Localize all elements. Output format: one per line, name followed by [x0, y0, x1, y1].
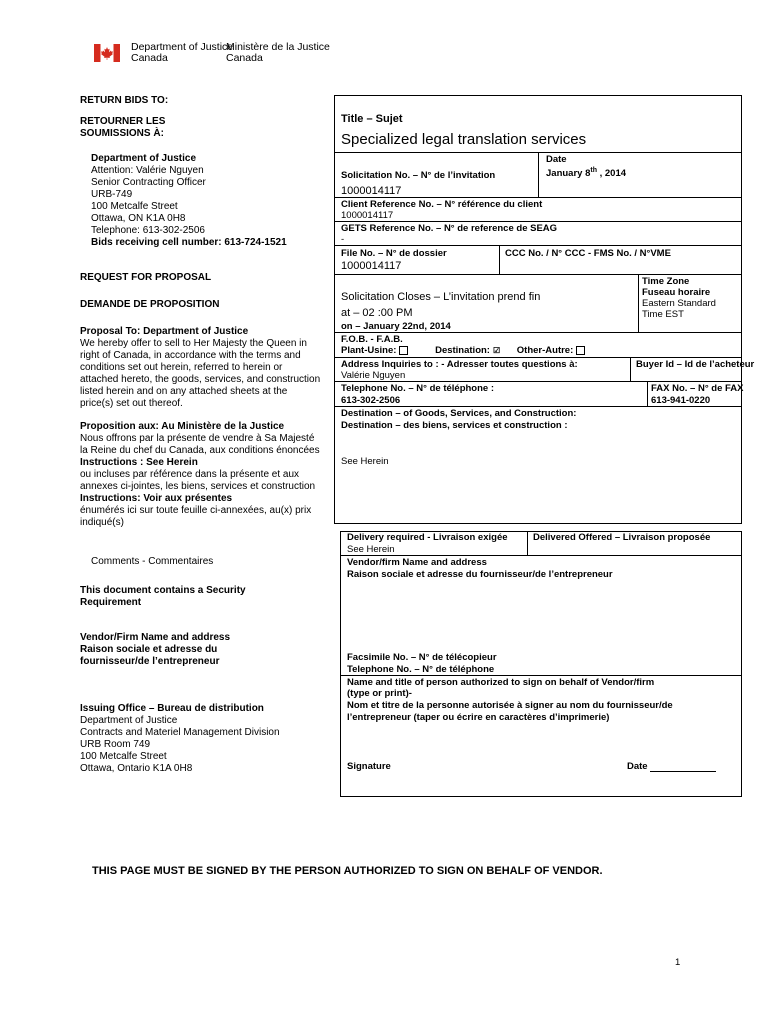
vendor-left-line2: Raison sociale et adresse du: [80, 644, 218, 655]
enum-text-line: énumérés ici sur toute feuille ci-annexées, au(x) prix: [80, 505, 312, 516]
file-value: 1000014117: [341, 260, 402, 272]
page-number: 1: [675, 957, 681, 968]
date-sign-label: Date: [627, 761, 648, 772]
security-line1: This document contains a Security: [80, 585, 246, 596]
vendor-line1: Vendor/firm Name and address: [347, 557, 487, 568]
retourner-line2: SOUMISSIONS À:: [80, 128, 164, 139]
proposal-text-line: We hereby offer to sell to Her Majesty the Queen in: [80, 338, 307, 349]
destination-checkbox[interactable]: ☑: [492, 345, 501, 355]
proposition-text-line: Nous offrons par la présente de vendre à Sa Majesté: [80, 433, 315, 444]
comments-label: Comments - Commentaires: [91, 556, 214, 567]
return-bids-label: RETURN BIDS TO:: [80, 95, 169, 106]
ccc-label: CCC No. / N° CCC - FMS No. / N°VME: [505, 248, 671, 259]
title-value: Specialized legal translation services: [341, 131, 587, 148]
delivery-required-value: See Herein: [347, 544, 395, 555]
dept-fr: [226, 42, 330, 64]
demande-heading: DEMANDE DE PROPOSITION: [80, 299, 220, 310]
telephone-label: Telephone No. – N° de téléphone: [347, 664, 495, 675]
proposal-text-line: attached hereto, the goods, services, and construction: [80, 374, 321, 385]
file-label: File No. – N° de dossier: [341, 248, 447, 259]
vendor-left-block: [80, 632, 230, 668]
canada-flag-icon: [94, 44, 120, 62]
instructions: Instructions : See Herein: [80, 457, 198, 468]
instructions-voir: Instructions: Voir aux présentes: [80, 493, 233, 504]
retourner-block: [80, 116, 165, 140]
address-line: URB-749: [91, 189, 133, 200]
name-title-line1: Name and title of person authorized to sign on behalf of Vendor/firm: [347, 677, 655, 688]
inquiries-value: Valérie Nguyen: [341, 370, 406, 381]
other-label: Other-Autre:: [516, 345, 574, 356]
rfp-heading: REQUEST FOR PROPOSAL: [80, 272, 212, 283]
solicitation-value: 1000014117: [341, 185, 402, 197]
buyer-label: Buyer Id – Id de l’acheteur: [636, 359, 755, 370]
fax-label: FAX No. – N° de FAX: [651, 383, 744, 394]
address-line: Department of Justice: [91, 153, 197, 164]
enum-text-line: indiqué(s): [80, 517, 124, 528]
proposition-aux: Proposition aux: Au Ministère de la Justice: [80, 421, 285, 432]
plant-checkbox[interactable]: [399, 346, 408, 355]
timezone-block: [642, 276, 716, 320]
delivery-required-label: Delivery required - Livraison exigée: [347, 532, 508, 543]
closes-label: Solicitation Closes – L’invitation prend fin: [341, 291, 541, 303]
gets-label: GETS Reference No. – N° de reference de SEAG: [341, 223, 558, 234]
fob-label: F.O.B. - F.A.B.: [341, 334, 403, 345]
date-value: [546, 165, 626, 179]
proposal-text-line: listed herein and on any attached sheets at the: [80, 386, 288, 397]
tz-line3: Eastern Standard: [642, 298, 716, 309]
date-value-sup: th: [590, 167, 597, 174]
title-label: Title – Sujet: [341, 113, 403, 125]
closes-time: at – 02 :00 PM: [341, 307, 413, 319]
incl-text-line: ou incluses par référence dans la présente et aux: [80, 469, 300, 480]
return-address: [91, 153, 287, 249]
vendor-left-line3: fournisseur/de l’entrepreneur: [80, 656, 220, 667]
name-title-line3: Nom et titre de la personne autorisée à signer au nom du fournisseur/de: [347, 700, 673, 711]
client-ref-label: Client Reference No. – N° référence du client: [341, 199, 543, 210]
bids-cell-number: Bids receiving cell number: 613-724-1521: [91, 237, 287, 248]
address-line: Attention: Valérie Nguyen: [91, 165, 204, 176]
dept-fr-line1: Ministère de la Justice: [226, 41, 330, 53]
date-value-year: , 2014: [596, 168, 627, 180]
client-ref-value: 1000014117: [341, 210, 394, 221]
issuing-line: Department of Justice: [80, 715, 178, 726]
date-label: Date: [546, 154, 567, 165]
name-title-line4: l’entrepreneur (taper ou écrire en caractères d’imprimerie): [347, 712, 610, 723]
tel-value: 613-302-2506: [341, 395, 401, 406]
date-value-text: January 8: [546, 168, 591, 180]
issuing-line: 100 Metcalfe Street: [80, 751, 167, 762]
retourner-line1: RETOURNER LES: [80, 116, 166, 127]
see-herein: See Herein: [341, 456, 389, 467]
destination-label: Destination:: [435, 345, 490, 356]
name-title-line2: (type or print)-: [347, 688, 412, 699]
proposition-text-line: la Reine du chef du Canada, aux conditions énoncées: [80, 445, 320, 456]
sign-notice: THIS PAGE MUST BE SIGNED BY THE PERSON AUTHORIZED TO SIGN ON BEHALF OF VENDOR.: [92, 865, 603, 877]
address-line: Senior Contracting Officer: [91, 177, 206, 188]
other-checkbox[interactable]: [576, 346, 585, 355]
solicitation-label: Solicitation No. – N° de l’invitation: [341, 170, 496, 181]
proposal-text-line: conditions set out herein, referred to herein or: [80, 362, 283, 373]
vendor-line2: Raison sociale et adresse du fournisseur/de l’entrepreneur: [347, 569, 613, 580]
issuing-line: URB Room 749: [80, 739, 151, 750]
plant-label: Plant-Usine:: [341, 345, 397, 356]
fob-options: [341, 345, 585, 356]
proposal-text-line: price(s) set out thereof.: [80, 398, 183, 409]
tel-label: Telephone No. – N° de téléphone :: [341, 383, 494, 394]
left-column: [80, 95, 168, 107]
incl-text-line: annexes ci-jointes, les biens, services et construction: [80, 481, 316, 492]
facsimile-label: Facsimile No. – N° de télécopieur: [347, 652, 497, 663]
proposal-to: Proposal To: Department of Justice: [80, 326, 249, 337]
tz-line4: Time EST: [642, 309, 684, 320]
gets-value: -: [341, 234, 345, 245]
delivered-offered-label: Delivered Offered – Livraison proposée: [533, 532, 711, 543]
address-line: Ottawa, ON K1A 0H8: [91, 213, 186, 224]
proposal-block: [80, 326, 320, 410]
fax-value: 613-941-0220: [651, 395, 711, 406]
security-line2: Requirement: [80, 597, 142, 608]
dest-goods-line1: Destination – of Goods, Services, and Construction:: [341, 408, 577, 419]
issuing-block: [80, 703, 280, 775]
issuing-line: Contracts and Materiel Management Division: [80, 727, 280, 738]
dept-en: [131, 42, 233, 64]
dept-en-line2: Canada: [131, 52, 168, 64]
address-line: Telephone: 613-302-2506: [91, 225, 205, 236]
closes-date: on – January 22nd, 2014: [341, 321, 451, 332]
proposition-block: [80, 421, 320, 529]
signature-label: Signature: [347, 761, 391, 772]
security-block: [80, 585, 246, 609]
issuing-heading: Issuing Office – Bureau de distribution: [80, 703, 264, 714]
tz-line2: Fuseau horaire: [642, 287, 711, 298]
issuing-line: Ottawa, Ontario K1A 0H8: [80, 763, 193, 774]
vendor-left-line1: Vendor/Firm Name and address: [80, 632, 231, 643]
tz-line1: Time Zone: [642, 276, 690, 287]
date-sign-line[interactable]: [650, 771, 716, 772]
proposal-text-line: right of Canada, in accordance with the terms and: [80, 350, 301, 361]
address-line: 100 Metcalfe Street: [91, 201, 178, 212]
dept-fr-line2: Canada: [226, 52, 263, 64]
dest-goods-line2: Destination – des biens, services et construction :: [341, 420, 568, 431]
inquiries-label: Address Inquiries to : - Adresser toutes questions à:: [341, 359, 578, 370]
dept-en-line1: Department of Justice: [131, 41, 234, 53]
